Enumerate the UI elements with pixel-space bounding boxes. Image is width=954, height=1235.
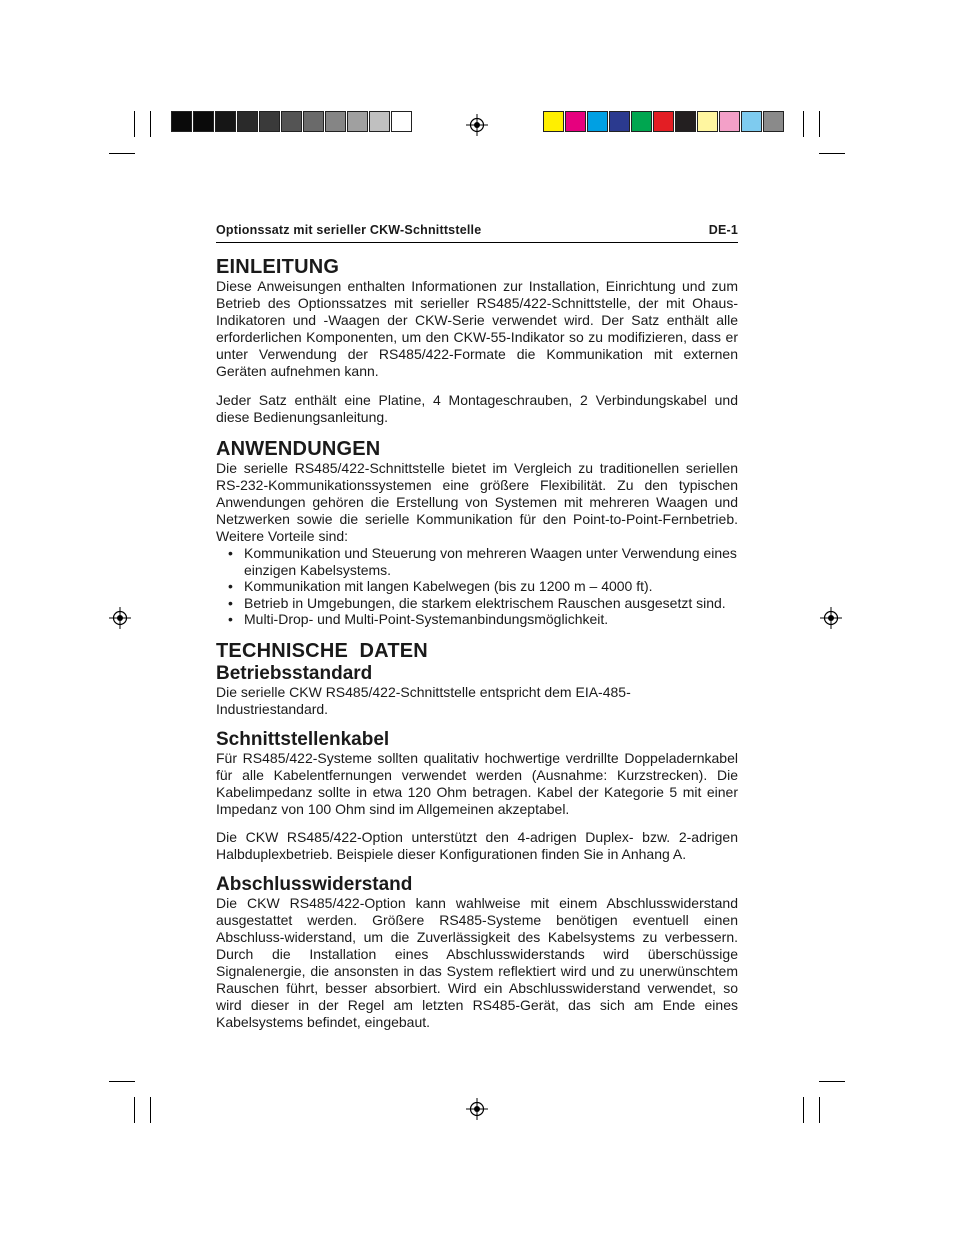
color-swatch xyxy=(697,111,718,132)
paragraph: Die CKW RS485/422-Option unterstützt den 4-adrigen Duplex- bzw. 2-adrigen Halbduplexbetrieb. Beispiele dieser Konfigurationen finden Sie in Anhang A. xyxy=(216,828,738,862)
color-swatch xyxy=(675,111,696,132)
crop-mark xyxy=(803,1097,804,1123)
paragraph: Jeder Satz enthält eine Platine, 4 Montageschrauben, 2 Verbindungskabel und diese Bedienungsanleitung. xyxy=(216,392,738,425)
list-item: • Kommunikation mit langen Kabelwegen (bis zu 1200 m – 4000 ft). xyxy=(228,578,738,595)
subsection-heading: Betriebsstandard xyxy=(216,662,373,684)
subsection-heading: Abschlusswiderstand xyxy=(216,873,413,895)
color-swatch xyxy=(171,111,192,132)
page-content xyxy=(216,223,738,1031)
registration-mark-icon xyxy=(109,607,131,629)
color-swatch xyxy=(587,111,608,132)
section-heading: EINLEITUNG xyxy=(216,256,340,278)
paragraph: Die serielle RS485/422-Schnittstelle bietet im Vergleich zu traditionellen seriellen RS-232-Kommunikationssystemen eine größere Flexibilität. Zu den typischen Anwendungen gehören die Erstellung von Systemen mit mehreren Waagen und Netzwerken sowie die serielle Kommunikation für den Point-to-Point-Fernbetrieb. Weitere Vorteile sind: xyxy=(216,460,738,544)
crop-mark xyxy=(819,153,845,154)
color-swatch xyxy=(719,111,740,132)
color-swatch xyxy=(609,111,630,132)
subsection-schnittstellenkabel xyxy=(216,729,738,863)
grayscale-color-bar xyxy=(171,111,413,132)
color-swatch xyxy=(543,111,564,132)
list-item: • Multi-Drop- und Multi-Point-Systemanbindungsmöglichkeit. xyxy=(228,611,738,628)
list-item: • Betrieb in Umgebungen, die starkem elektrischem Rauschen ausgesetzt sind. xyxy=(228,595,738,612)
crop-mark xyxy=(819,1097,820,1123)
color-swatch xyxy=(237,111,258,132)
crop-mark xyxy=(150,1097,151,1123)
process-color-bar xyxy=(543,111,785,132)
color-swatch xyxy=(215,111,236,132)
section-anwendungen xyxy=(216,438,738,628)
paragraph: Diese Anweisungen enthalten Informationen zur Installation, Einrichtung und zum Betrieb des Optionssatzes mit serieller RS485/422-Schnittstelle, der mit Ohaus-Indikatoren und -Waagen der CKW-Serie verwendet wird. Der Satz enthält alle erforderlichen Komponenten, um den CKW-55-Indikator so zu modifizieren, dass er unter Verwendung der RS485/422-Formate die Kommunikation mit externen Geräten aufnehmen kann. xyxy=(216,278,738,379)
color-swatch xyxy=(193,111,214,132)
crop-mark xyxy=(819,1081,845,1082)
bullet-list xyxy=(216,545,738,628)
color-swatch xyxy=(741,111,762,132)
section-heading: TECHNISCHE DATEN xyxy=(216,639,428,662)
color-swatch xyxy=(391,111,412,132)
paragraph: Die CKW RS485/422-Option kann wahlweise mit einem Abschlusswiderstand ausgestattet werden. Größere RS485-Systeme benötigen eventuell einen Abschluss-widerstand, um die Zuverlässigkeit des Kabelsystems zu verbessern. Durch die Installation eines Abschlusswiderstands wird überschüssige Signalenergie, die ansonsten in das System reflektiert wird und zu unerwünschtem Rauschen führt, besser absorbiert. Wird ein Abschlusswiderstand verwendet, so wird dieser in der Regel am letzten RS485-Gerät, das sich am Ende eines Kabelsystems befindet, eingebaut. xyxy=(216,894,738,1030)
color-swatch xyxy=(347,111,368,132)
crop-mark xyxy=(134,1097,135,1123)
subsection-abschlusswiderstand xyxy=(216,874,738,1031)
section-heading: ANWENDUNGEN xyxy=(216,438,381,460)
section-technische-daten xyxy=(216,640,738,1031)
color-swatch xyxy=(631,111,652,132)
crop-mark xyxy=(803,111,804,137)
color-swatch xyxy=(369,111,390,132)
crop-mark xyxy=(150,111,151,137)
crop-mark xyxy=(819,111,820,137)
paragraph: Die serielle CKW RS485/422-Schnittstelle entspricht dem EIA-485-Industriestandard. xyxy=(216,683,631,717)
crop-mark xyxy=(134,111,135,137)
list-item: • Kommunikation und Steuerung von mehreren Waagen unter Verwendung eines einzigen Kabelsystems. xyxy=(228,545,738,578)
color-swatch xyxy=(653,111,674,132)
color-swatch xyxy=(565,111,586,132)
crop-mark xyxy=(109,1081,135,1082)
registration-mark-icon xyxy=(820,607,842,629)
running-header xyxy=(216,223,738,243)
crop-mark xyxy=(109,153,135,154)
subsection-heading: Schnittstellenkabel xyxy=(216,728,390,750)
color-swatch xyxy=(303,111,324,132)
color-swatch xyxy=(281,111,302,132)
paragraph: Für RS485/422-Systeme sollten qualitativ hochwertige verdrillte Doppeladernkabel für alle Kabelentfernungen verwendet werden (Ausnahme: Kurzstrecken). Die Kabelimpedanz sollte in etwa 120 Ohm betragen. Kabel der Kategorie 5 mit einer Impedanz von 100 Ohm sind im Allgemeinen akzeptabel. xyxy=(216,749,738,817)
page-number: DE-1 xyxy=(708,223,738,237)
header-title: Optionssatz mit serieller CKW-Schnittstelle xyxy=(216,223,482,237)
color-swatch xyxy=(325,111,346,132)
registration-mark-icon xyxy=(466,114,488,136)
registration-mark-icon xyxy=(466,1098,488,1120)
color-swatch xyxy=(763,111,784,132)
color-swatch xyxy=(259,111,280,132)
section-einleitung xyxy=(216,256,738,426)
subsection-betriebsstandard xyxy=(216,663,738,718)
